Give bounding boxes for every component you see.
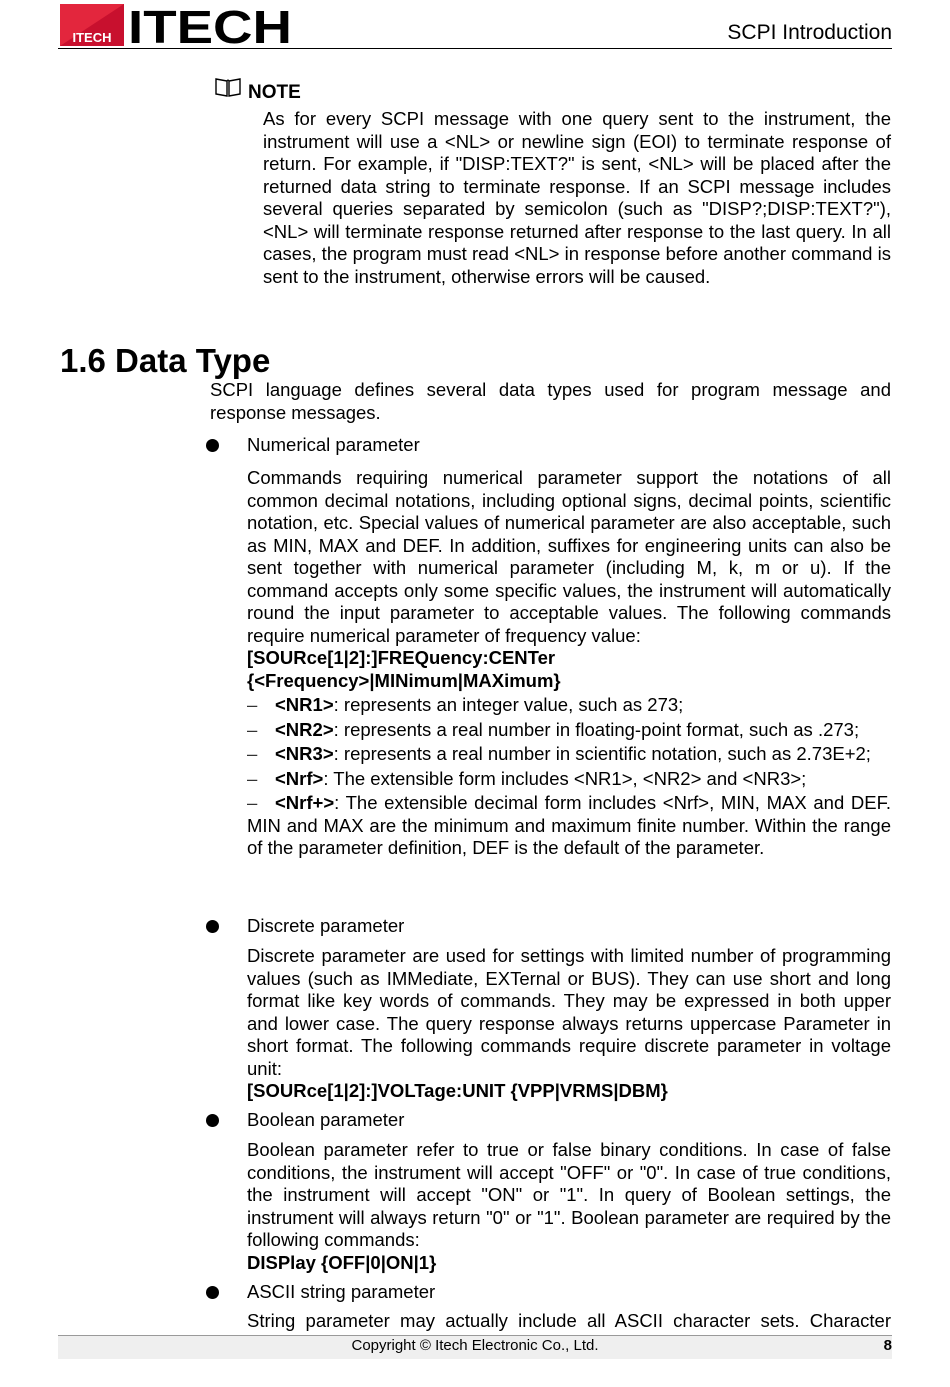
list-item <box>247 719 891 742</box>
numerical-body: Commands requiring numerical parameter support the notations of all common decimal notations, including optional signs, decimal points, scientific notation, etc. Special values of numerical parameter are also acceptable, such as MIN, MAX and DEF. In addition, suffixes for engineering units can also be sent together with numerical parameter (including M, k, m or u). If the command accepts only some specific values, the instrument will automatically round the input parameter to acceptable values. The following commands require numerical parameter of frequency value: <box>247 467 891 646</box>
itech-logo <box>60 4 292 46</box>
bullet-icon <box>206 920 219 933</box>
numerical-type-list <box>247 694 891 860</box>
ascii-section <box>247 1310 891 1333</box>
dash-marker: – <box>247 694 258 715</box>
numerical-command-line2: {<Frequency>|MINimum|MAXimum} <box>247 669 561 691</box>
dash-marker: – <box>247 767 258 789</box>
numerical-heading: Numerical parameter <box>247 434 420 455</box>
type-term: <NR2> <box>275 718 334 740</box>
type-term: <NR3> <box>275 743 334 764</box>
section-intro: SCPI language defines several data types used for program message and response messages. <box>210 379 891 423</box>
section-title: 1.6 Data Type <box>60 342 271 379</box>
boolean-command: DISPlay {OFF|0|ON|1} <box>247 1251 437 1273</box>
discrete-section <box>247 945 891 1103</box>
logo-badge-text: ITECH <box>72 30 112 45</box>
discrete-command: [SOURce[1|2]:]VOLTage:UNIT {VPP|VRMS|DBM} <box>247 1080 668 1101</box>
page-header <box>0 0 950 50</box>
list-item <box>247 743 891 766</box>
boolean-section <box>247 1139 891 1274</box>
bullet-icon <box>206 1286 219 1299</box>
numerical-command-line1: [SOURce[1|2]:]FREQuency:CENTer <box>247 647 556 668</box>
header-title: SCPI Introduction <box>727 21 892 44</box>
type-term: <Nrf+> <box>275 792 335 813</box>
dash-marker: – <box>247 792 258 813</box>
ascii-body: String parameter may actually include all ASCII character sets. Character <box>247 1310 891 1331</box>
footer-copyright: Copyright © Itech Electronic Co., Ltd. <box>351 1337 599 1354</box>
type-desc: : The extensible form includes <NR1>, <NR2> and <NR3>; <box>323 767 807 789</box>
ascii-heading: ASCII string parameter <box>247 1281 436 1302</box>
type-desc: : represents a real number in floating-point format, such as .273; <box>333 718 860 740</box>
list-item <box>247 694 891 717</box>
dash-marker: – <box>247 718 258 740</box>
discrete-heading: Discrete parameter <box>247 915 405 936</box>
bullet-icon <box>206 1114 219 1127</box>
type-desc: : represents a real number in scientific notation, such as 2.73E+2; <box>333 743 871 764</box>
note-body: As for every SCPI message with one query sent to the instrument, the instrument will use a <NL> or newline sign (EOI) to terminate response of return. For example, if "DISP:TEXT?" is sent, <NL> will be placed after the returned data string to terminate response. If an SCPI message includes several queries separated by semicolon (such as "DISP?;DISP:TEXT?"), <NL> will terminate response returned after response to the last query. In all cases, the program must read <NL> in response before another command is sent to the instrument, otherwise errors will be caused. <box>263 108 891 287</box>
dash-marker: – <box>247 743 258 764</box>
type-term: <NR1> <box>275 694 334 715</box>
type-desc: : The extensible decimal form includes <Nrf>, MIN, MAX and DEF. MIN and MAX are the minimum and maximum finite number. Within the range of the parameter definition, DEF is the default of the parameter. <box>247 792 891 858</box>
list-item <box>247 768 891 791</box>
type-desc: : represents an integer value, such as 273; <box>333 694 684 715</box>
book-icon <box>214 76 242 98</box>
discrete-body: Discrete parameter are used for settings with limited number of programming values (such as IMMediate, EXTernal or BUS). They can use short and long format like key words of commands. They may be expressed in both upper and lower case. The query response always returns uppercase Parameter in short format. The following commands require discrete parameter in voltage unit: <box>247 945 891 1079</box>
list-item <box>247 792 891 860</box>
boolean-heading: Boolean parameter <box>247 1109 405 1130</box>
boolean-body: Boolean parameter refer to true or false binary conditions. In case of false conditions, the instrument will accept "OFF" or "0". In case of true conditions, the instrument will accept "ON" or "1". In query of Boolean settings, the instrument will always return "0" or "1". Boolean parameter are required by the following commands: <box>247 1139 891 1250</box>
numerical-section <box>247 467 891 860</box>
note-title: NOTE <box>248 82 301 103</box>
type-term: <Nrf> <box>275 767 324 789</box>
header-rule <box>58 48 892 49</box>
logo-wordmark: ITECH <box>128 4 292 46</box>
bullet-icon <box>206 439 219 452</box>
page-number: 8 <box>883 1337 892 1354</box>
